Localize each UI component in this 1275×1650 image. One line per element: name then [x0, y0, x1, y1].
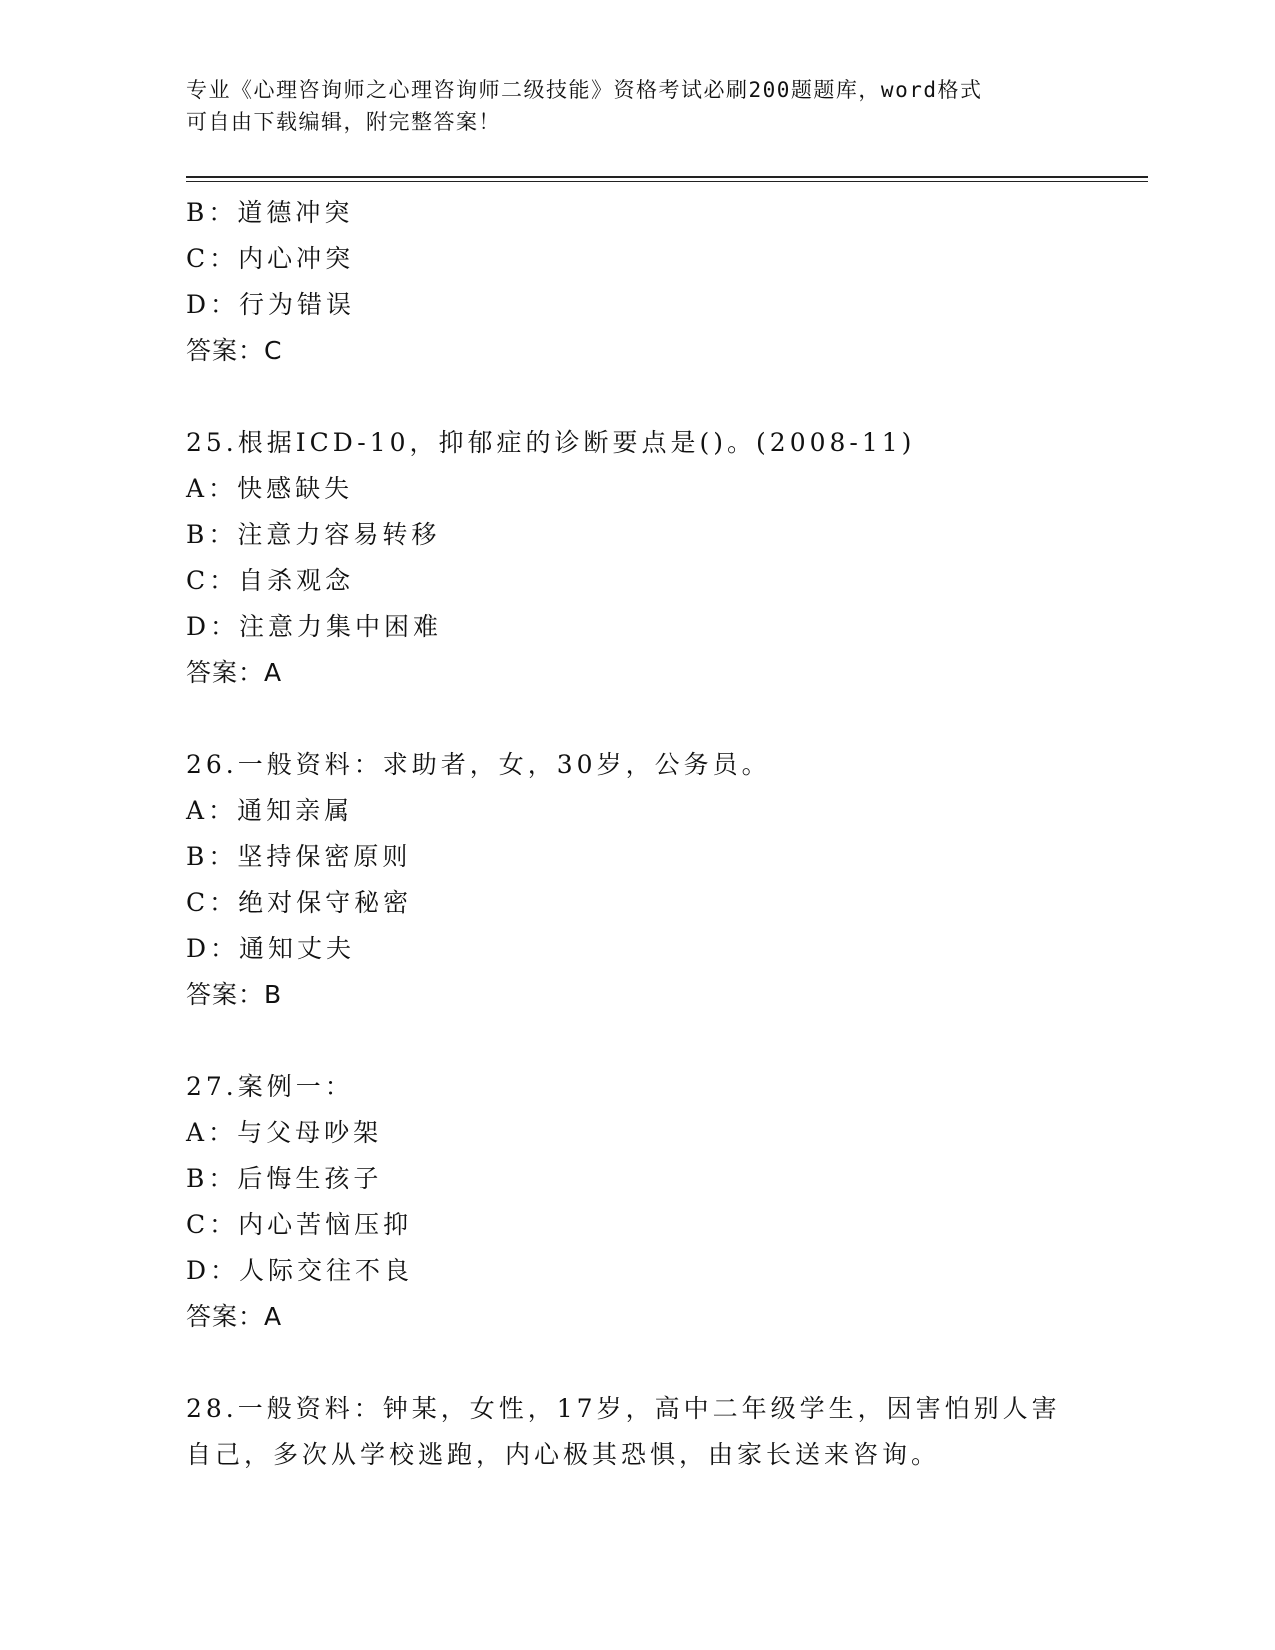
- question-stem: 28.一般资料：钟某，女性，17岁，高中二年级学生，因害怕别人害自己，多次从学校逃跑，内心极其恐惧，由家长送来咨询。: [186, 1394, 1061, 1469]
- option-label: B：: [186, 1164, 238, 1193]
- option-label: C：: [186, 566, 239, 595]
- answer: 答案：B: [186, 980, 283, 1009]
- option-c: [186, 558, 1086, 604]
- question-stem: 25.根据ICD-10，抑郁症的诊断要点是()。(2008-11): [186, 428, 916, 457]
- answer: 答案：A: [186, 1302, 283, 1331]
- option-c: [186, 1202, 1086, 1248]
- option-text: 后悔生孩子: [237, 1164, 383, 1193]
- option-label: D：: [186, 934, 240, 963]
- option-d: [186, 282, 1086, 328]
- header-divider-thick: [186, 176, 1148, 178]
- option-text: 注意力容易转移: [237, 520, 441, 549]
- option-label: C：: [186, 1210, 239, 1239]
- option-label: D：: [186, 1256, 240, 1285]
- option-c: [186, 236, 1086, 282]
- option-b: [186, 190, 1086, 236]
- option-label: B：: [186, 198, 238, 227]
- question-list: [186, 190, 1086, 1478]
- option-c: [186, 880, 1086, 926]
- option-label: D：: [186, 612, 240, 641]
- option-text: 通知亲属: [237, 796, 354, 825]
- question-stem: 26.一般资料：求助者，女，30岁，公务员。: [186, 750, 771, 779]
- option-text: 行为错误: [239, 290, 356, 319]
- option-label: B：: [186, 520, 238, 549]
- option-text: 快感缺失: [237, 474, 354, 503]
- option-d: [186, 604, 1086, 650]
- option-a: [186, 788, 1086, 834]
- question-block-26: [186, 742, 1086, 1018]
- question-block-28: [186, 1386, 1086, 1478]
- question-stem: 27.案例一：: [186, 1072, 354, 1101]
- option-d: [186, 926, 1086, 972]
- option-b: [186, 1156, 1086, 1202]
- option-d: [186, 1248, 1086, 1294]
- option-label: C：: [186, 888, 239, 917]
- question-block-25: [186, 420, 1086, 696]
- option-label: A：: [186, 796, 238, 825]
- question-block-24: [186, 190, 1086, 374]
- header-line-2: 可自由下载编辑，附完整答案！: [186, 110, 501, 134]
- option-a: [186, 466, 1086, 512]
- option-text: 内心苦恼压抑: [238, 1210, 413, 1239]
- option-text: 注意力集中困难: [239, 612, 443, 641]
- header-divider-thin: [186, 181, 1148, 182]
- option-label: A：: [186, 474, 238, 503]
- answer: 答案：C: [186, 336, 283, 365]
- question-block-27: [186, 1064, 1086, 1340]
- option-label: A：: [186, 1118, 238, 1147]
- option-text: 通知丈夫: [239, 934, 356, 963]
- answer: 答案：A: [186, 658, 283, 687]
- option-b: [186, 834, 1086, 880]
- option-label: B：: [186, 842, 238, 871]
- option-text: 坚持保密原则: [237, 842, 412, 871]
- spacer: [186, 1018, 1086, 1064]
- spacer: [186, 374, 1086, 420]
- spacer: [186, 696, 1086, 742]
- option-text: 自杀观念: [238, 566, 355, 595]
- option-text: 道德冲突: [237, 198, 354, 227]
- option-text: 内心冲突: [238, 244, 355, 273]
- document-header: [186, 74, 1066, 138]
- spacer: [186, 1340, 1086, 1386]
- header-line-1: 专业《心理咨询师之心理咨询师二级技能》资格考试必刷200题题库，word格式: [186, 78, 983, 102]
- option-text: 绝对保守秘密: [238, 888, 413, 917]
- option-text: 人际交往不良: [239, 1256, 414, 1285]
- option-a: [186, 1110, 1086, 1156]
- option-label: C：: [186, 244, 239, 273]
- option-b: [186, 512, 1086, 558]
- option-text: 与父母吵架: [237, 1118, 383, 1147]
- option-label: D：: [186, 290, 240, 319]
